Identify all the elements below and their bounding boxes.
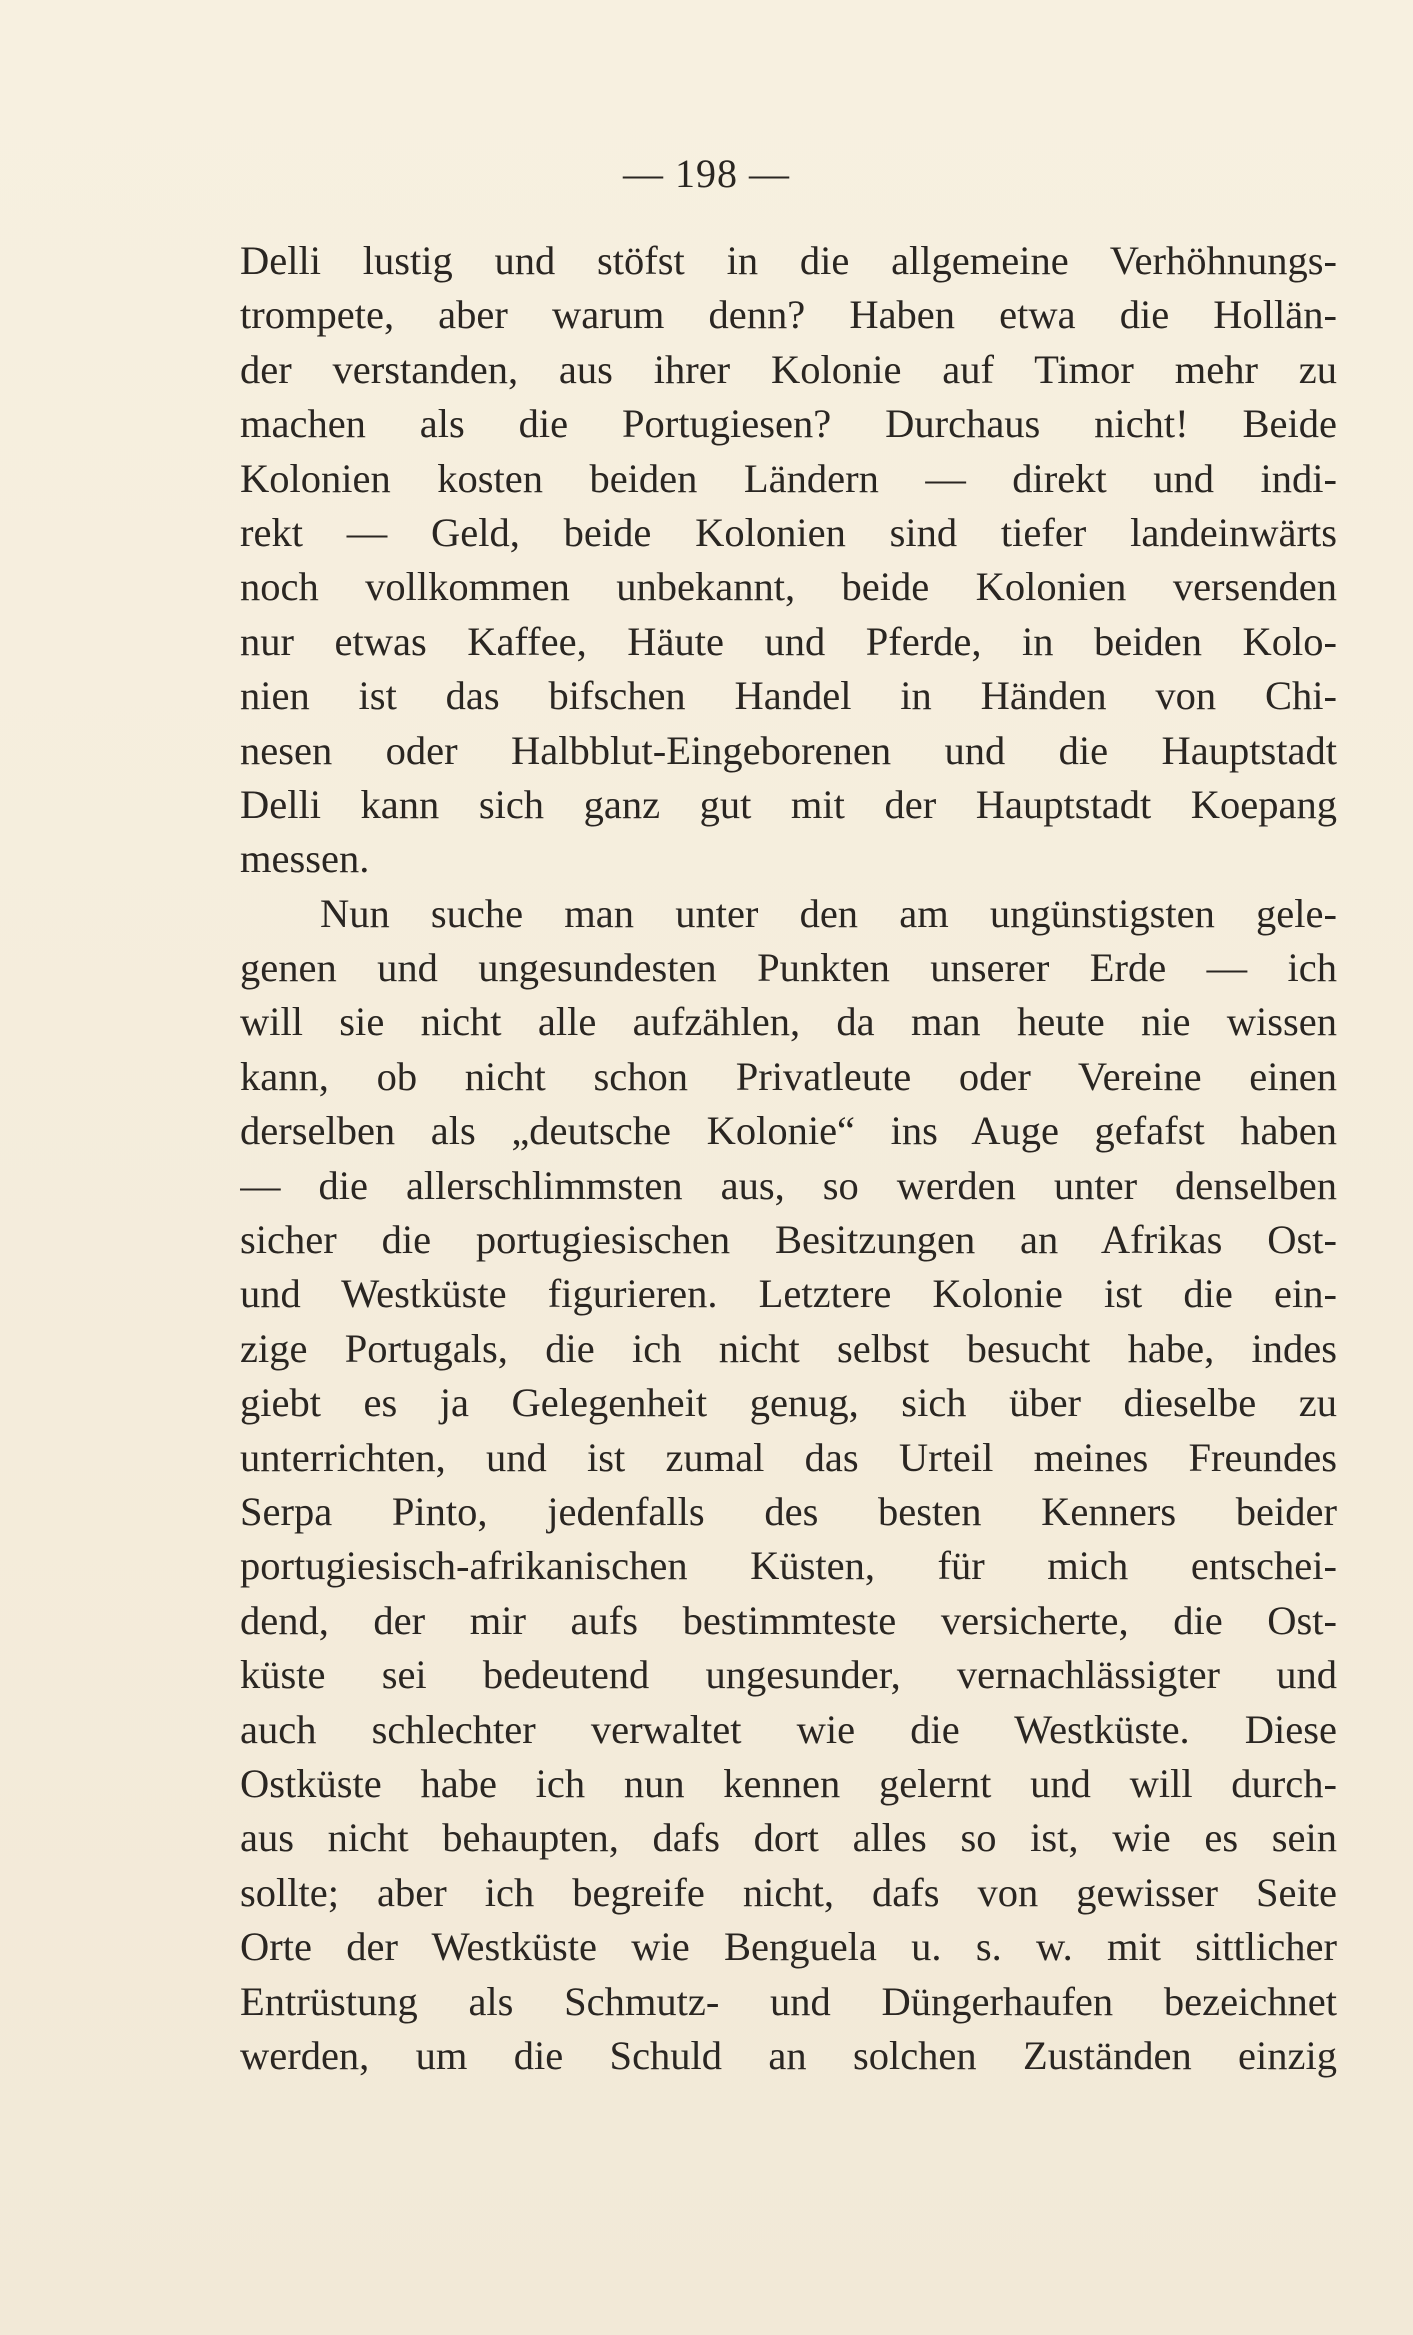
text-line: Kolonien kosten beiden Ländern — direkt und indi- [240, 455, 1337, 501]
text-line: giebt es ja Gelegenheit genug, sich über dieselbe zu [240, 1380, 1337, 1426]
text-line: und Westküste figurieren. Letztere Kolonie ist die ein- [240, 1271, 1337, 1317]
text-line: Delli kann sich ganz gut mit der Hauptstadt Koepang [240, 781, 1337, 827]
text-line: werden, um die Schuld an solchen Zuständen einzig [240, 2032, 1337, 2078]
text-line: zige Portugals, die ich nicht selbst besucht habe, indes [240, 1325, 1337, 1371]
text-line: will sie nicht alle aufzählen, da man heute nie wissen [240, 999, 1337, 1045]
text-line: nur etwas Kaffee, Häute und Pferde, in beiden Kolo- [240, 618, 1337, 664]
text-line: Delli lustig und stöfst in die allgemeine Verhöhnungs- [240, 238, 1337, 283]
page-number: — 198 — [623, 151, 790, 196]
text-line: noch vollkommen unbekannt, beide Kolonien versenden [240, 564, 1337, 610]
text-line: trompete, aber warum denn? Haben etwa die Hollän- [240, 292, 1337, 338]
text-line: küste sei bedeutend ungesunder, vernachlässigter und [240, 1652, 1337, 1698]
text-line: Ostküste habe ich nun kennen gelernt und will durch- [240, 1760, 1337, 1806]
text-line: nesen oder Halbblut-Eingeborenen und die Hauptstadt [240, 727, 1337, 773]
text-line: aus nicht behaupten, dafs dort alles so ist, wie es sein [240, 1815, 1337, 1861]
text-line: — die allerschlimmsten aus, so werden unter denselben [240, 1162, 1337, 1208]
body-text [240, 234, 1337, 2083]
text-line: machen als die Portugiesen? Durchaus nicht! Beide [240, 401, 1337, 447]
text-line: auch schlechter verwaltet wie die Westküste. Diese [240, 1706, 1337, 1752]
text-line: messen. [240, 836, 370, 882]
text-line: rekt — Geld, beide Kolonien sind tiefer landeinwärts [240, 509, 1337, 555]
text-line: sicher die portugiesischen Besitzungen an Afrikas Ost- [240, 1217, 1337, 1263]
text-line: der verstanden, aus ihrer Kolonie auf Timor mehr zu [240, 346, 1337, 392]
text-line: unterrichten, und ist zumal das Urteil meines Freundes [240, 1434, 1337, 1480]
text-line: Orte der Westküste wie Benguela u. s. w. mit sittlicher [240, 1924, 1337, 1970]
text-line: dend, der mir aufs bestimmteste versicherte, die Ost- [240, 1597, 1337, 1643]
text-line: derselben als „deutsche Kolonie“ ins Auge gefafst haben [240, 1108, 1337, 1154]
text-line: portugiesisch-afrikanischen Küsten, für mich entschei- [240, 1543, 1337, 1589]
text-line: Entrüstung als Schmutz- und Düngerhaufen bezeichnet [240, 1978, 1337, 2024]
text-line: Nun suche man unter den am ungünstigsten gele- [320, 890, 1337, 936]
text-line: nien ist das bifschen Handel in Händen von Chi- [240, 673, 1337, 719]
text-line: kann, ob nicht schon Privatleute oder Vereine einen [240, 1053, 1337, 1099]
text-line: genen und ungesundesten Punkten unserer Erde — ich [240, 945, 1337, 991]
text-line: Serpa Pinto, jedenfalls des besten Kenners beider [240, 1488, 1337, 1534]
text-line: sollte; aber ich begreife nicht, dafs von gewisser Seite [240, 1869, 1337, 1915]
